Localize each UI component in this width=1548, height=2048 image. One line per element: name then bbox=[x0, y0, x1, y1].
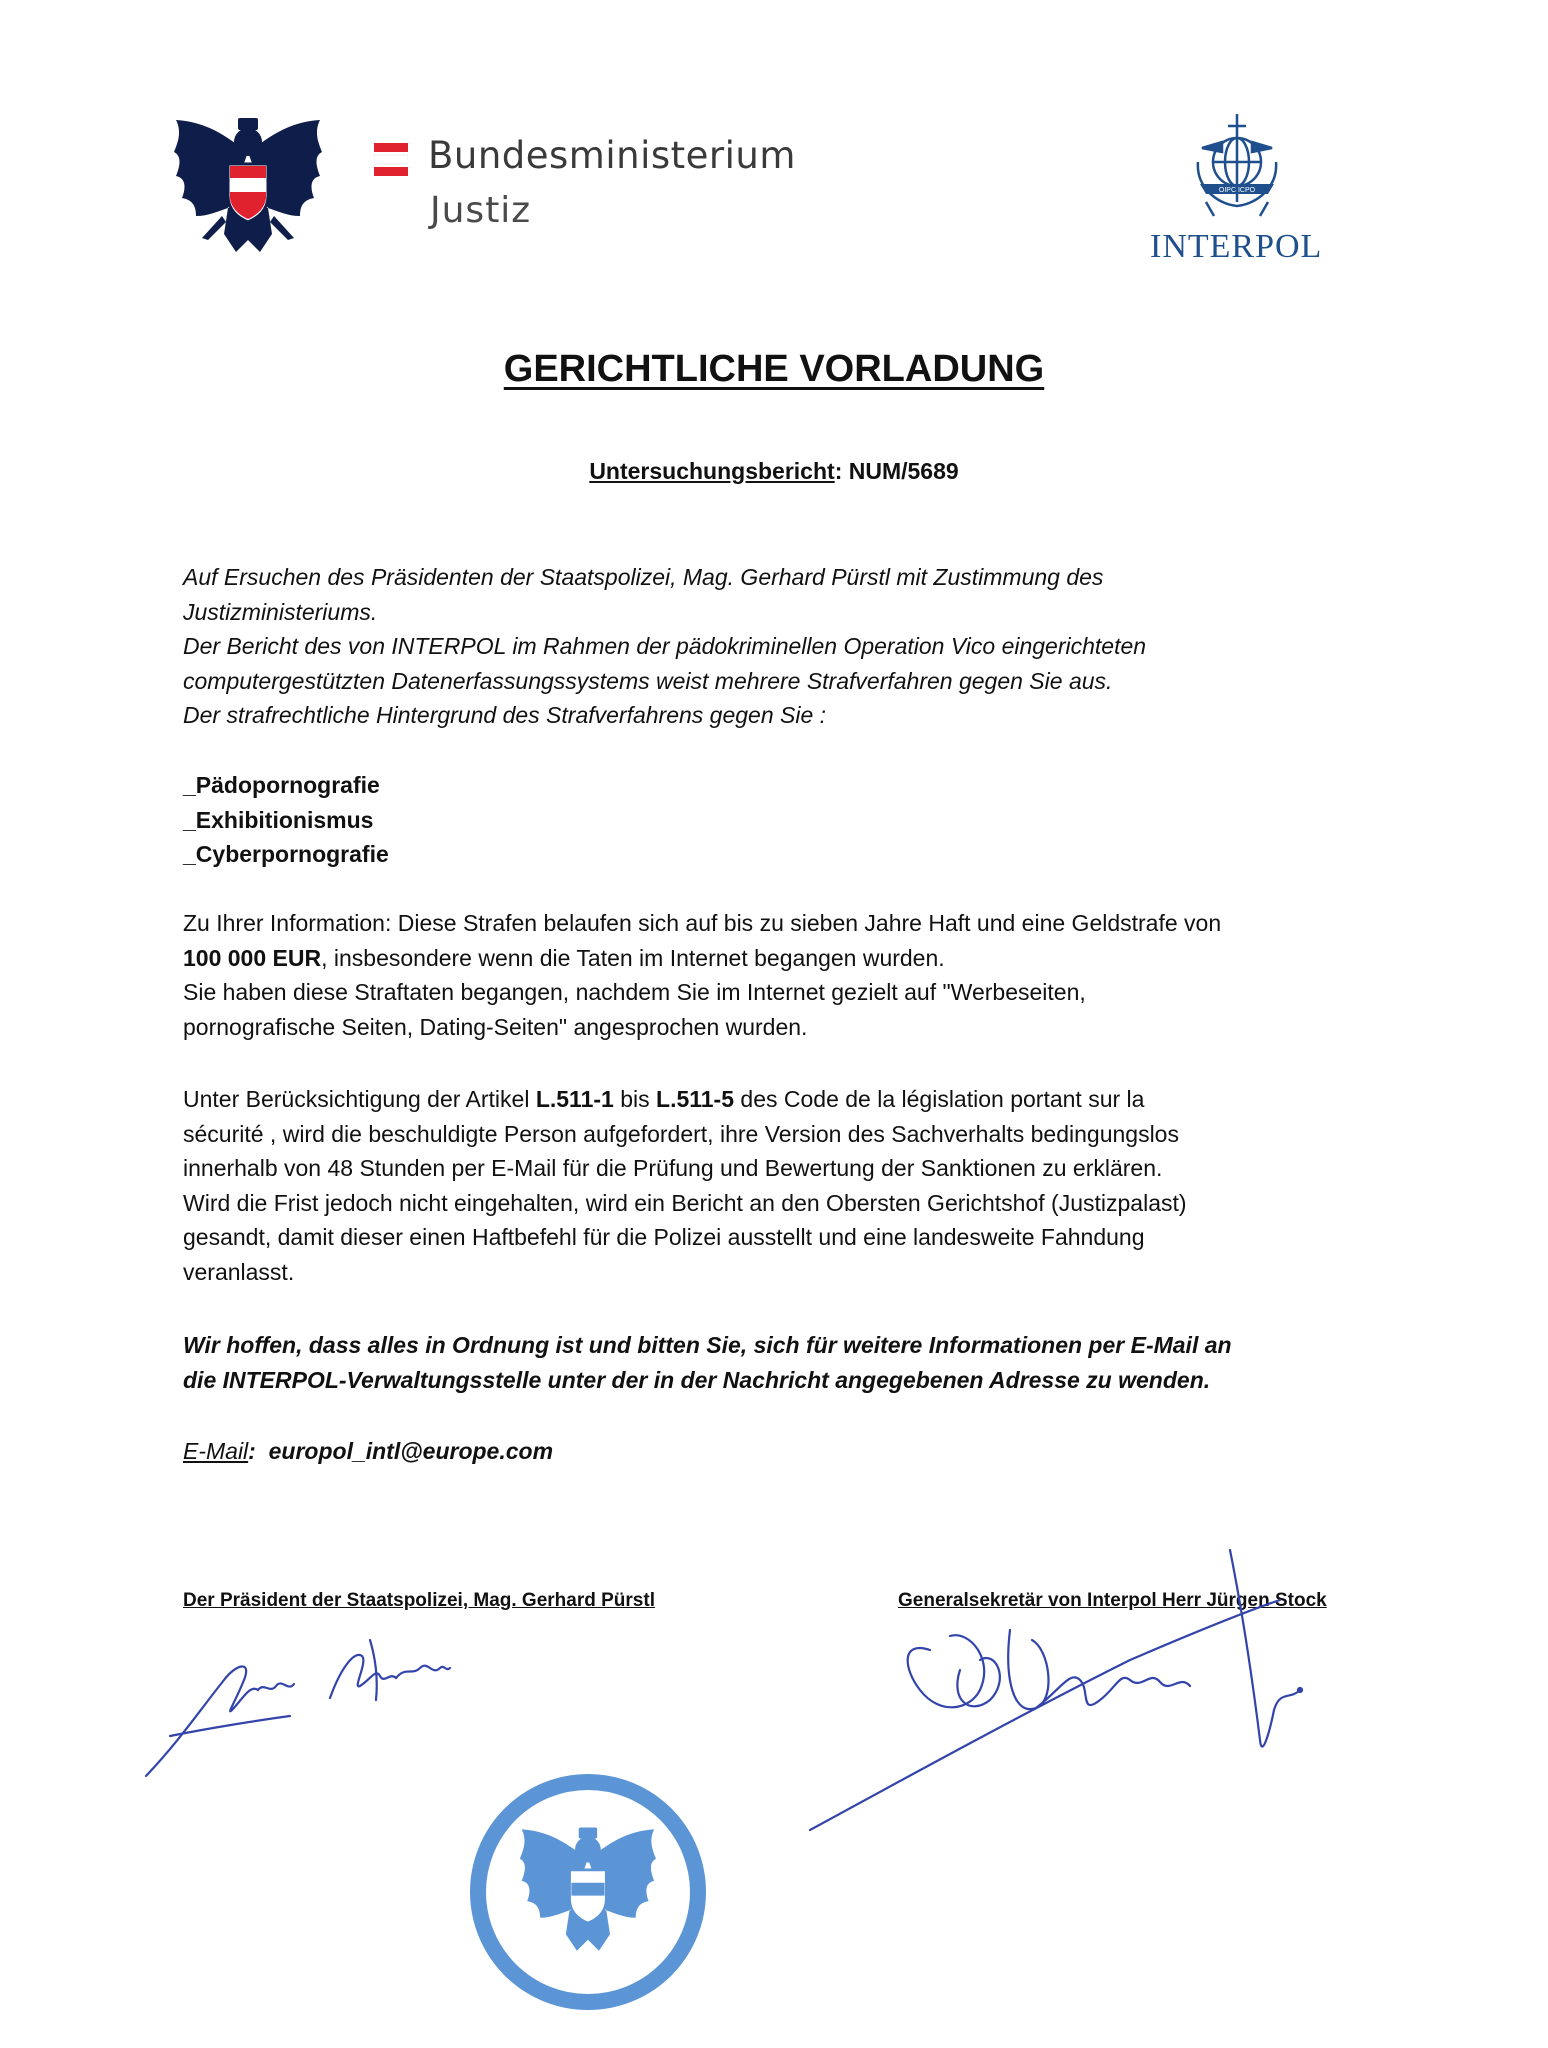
articles-line-post: des Code de la législation portant sur la bbox=[734, 1086, 1145, 1112]
penalty-amount: 100 000 EUR bbox=[183, 944, 322, 971]
article-from: L.511-1 bbox=[535, 1086, 614, 1112]
signature-caption-right: Generalsekretär von Interpol Herr Jürgen Stock bbox=[898, 1590, 1327, 1611]
articles-line: Wird die Frist jedoch nicht eingehalten, wird ein Bericht an den Obersten Gerichtshof (Justizpalast) bbox=[183, 1189, 1187, 1216]
charge-item: _Pädopornografie bbox=[183, 772, 380, 798]
signature-left bbox=[140, 1620, 540, 1790]
penalty-line: pornografische Seiten, Dating-Seiten" angesprochen wurden. bbox=[183, 1013, 808, 1040]
closing-line: Wir hoffen, dass alles in Ordnung ist und bitten Sie, sich für weitere Informationen per E-Mail an bbox=[183, 1332, 1232, 1358]
penalty-line-rest: , insbesondere wenn die Taten im Internet begangen wurden. bbox=[321, 944, 945, 971]
charge-item: _Cyberpornografie bbox=[183, 841, 389, 867]
page-title bbox=[0, 348, 1548, 391]
intro-line: computergestützten Datenerfassungssystems weist mehrere Strafverfahren gegen Sie aus. bbox=[183, 667, 1113, 694]
penalty-paragraph bbox=[183, 906, 1363, 1044]
articles-line: gesandt, damit dieser einen Haftbefehl für die Polizei ausstellt und eine landesweite Fahndung bbox=[183, 1224, 1145, 1250]
intro-line: Auf Ersuchen des Präsidenten der Staatspolizei, Mag. Gerhard Pürstl mit Zustimmung des bbox=[183, 564, 1104, 590]
austrian-eagle-logo bbox=[172, 112, 324, 258]
article-to: L.511-5 bbox=[656, 1086, 735, 1112]
report-separator: : bbox=[834, 458, 843, 484]
articles-line: veranlasst. bbox=[183, 1258, 295, 1285]
report-reference bbox=[0, 458, 1548, 485]
articles-line-pre: Unter Berücksichtigung der Artikel bbox=[183, 1086, 536, 1112]
articles-line-mid: bis bbox=[613, 1086, 657, 1112]
ministry-subtitle: Justiz bbox=[430, 190, 532, 231]
interpol-emblem-text: OIPC ICPO bbox=[1218, 187, 1256, 194]
signature-right bbox=[800, 1540, 1340, 1840]
penalty-line bbox=[183, 941, 1363, 976]
report-number: NUM/5689 bbox=[848, 458, 959, 484]
ministry-name: Bundesministerium bbox=[428, 134, 796, 177]
closing-line: die INTERPOL-Verwaltungsstelle unter der in der Nachricht angegebenen Adresse zu wenden. bbox=[183, 1366, 1211, 1393]
articles-line: sécurité , wird die beschuldigte Person aufgefordert, ihre Version des Sachverhalts bedingungslos bbox=[183, 1120, 1179, 1147]
intro-line: Der strafrechtliche Hintergrund des Strafverfahrens gegen Sie : bbox=[183, 702, 827, 728]
email-line bbox=[183, 1434, 1363, 1469]
closing-paragraph bbox=[183, 1328, 1363, 1397]
email-address[interactable]: europol_intl@europe.com bbox=[268, 1438, 554, 1464]
intro-paragraph bbox=[183, 560, 1363, 733]
page-title-text: GERICHTLICHE VORLADUNG bbox=[503, 348, 1045, 390]
penalty-line: Zu Ihrer Information: Diese Strafen belaufen sich auf bis zu sieben Jahre Haft und eine Geldstrafe von bbox=[183, 910, 1222, 936]
interpol-wordmark: INTERPOL bbox=[1150, 228, 1323, 265]
charge-item: _Exhibitionismus bbox=[183, 806, 374, 833]
intro-line: Justizministeriums. bbox=[183, 598, 378, 625]
email-label: E-Mail bbox=[183, 1438, 249, 1464]
articles-line: innerhalb von 48 Stunden per E-Mail für die Prüfung und Bewertung der Sanktionen zu erklären. bbox=[183, 1155, 1163, 1181]
email-separator: : bbox=[248, 1438, 256, 1464]
intro-line: Der Bericht des von INTERPOL im Rahmen der pädokriminellen Operation Vico eingerichteten bbox=[183, 633, 1147, 659]
charges-list bbox=[183, 768, 1363, 872]
articles-paragraph bbox=[183, 1082, 1363, 1289]
austrian-eagle-seal bbox=[466, 1770, 710, 2014]
penalty-line: Sie haben diese Straftaten begangen, nachdem Sie im Internet gezielt auf "Werbeseiten, bbox=[183, 979, 1086, 1005]
interpol-emblem-icon bbox=[1188, 112, 1286, 222]
articles-line bbox=[183, 1082, 1363, 1117]
report-label: Untersuchungsbericht bbox=[589, 458, 835, 484]
austria-flag-icon bbox=[374, 143, 408, 176]
signature-caption-left: Der Präsident der Staatspolizei, Mag. Gerhard Pürstl bbox=[183, 1590, 655, 1611]
